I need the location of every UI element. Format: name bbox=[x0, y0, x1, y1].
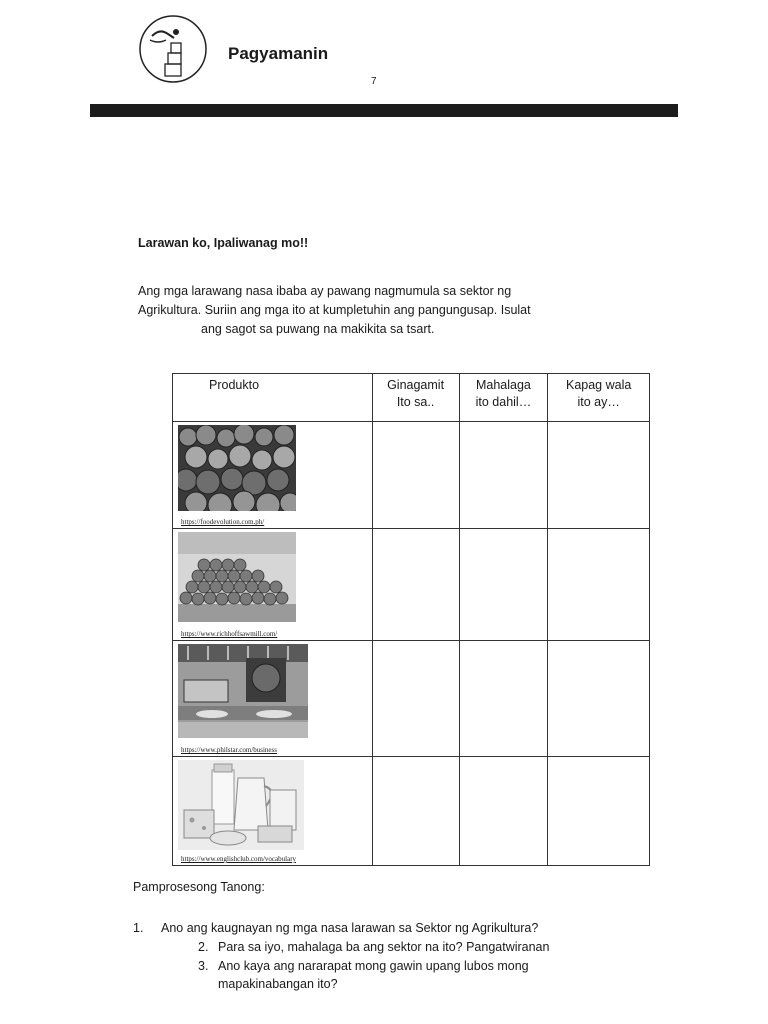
product-cell bbox=[173, 757, 373, 866]
answer-cell[interactable] bbox=[372, 757, 459, 866]
table-row bbox=[173, 757, 650, 866]
image-source-url[interactable]: https://foodevolution.com.ph/ bbox=[181, 518, 265, 526]
section-logo-icon bbox=[138, 14, 208, 84]
activity-title: Larawan ko, Ipaliwanag mo!! bbox=[138, 236, 309, 250]
header-ginagamit: Ginagamit Ito sa.. bbox=[372, 374, 459, 422]
image-source-url[interactable]: https://www.philstar.com/business bbox=[181, 746, 277, 754]
answer-cell[interactable] bbox=[372, 641, 459, 757]
question-item: 2. Para sa iyo, mahalaga ba ang sektor na ito? Pangatwiranan bbox=[198, 940, 550, 954]
header-kapag-wala: Kapag wala ito ay… bbox=[548, 374, 650, 422]
question-item: 1. Ano ang kaugnayan ng mga nasa larawan sa Sektor ng Agrikultura? bbox=[133, 921, 539, 935]
image-source-url[interactable]: https://www.richhoffsawmill.com/ bbox=[181, 630, 278, 638]
produce-photo bbox=[178, 425, 296, 511]
question-item: 3. Ano kaya ang nararapat mong gawin upang lubos mong bbox=[198, 959, 529, 973]
question-item-continuation: mapakinabangan ito? bbox=[218, 977, 338, 991]
header-mahalaga: Mahalaga ito dahil… bbox=[459, 374, 548, 422]
table-header-row bbox=[173, 374, 650, 422]
product-cell bbox=[173, 422, 373, 529]
answer-cell[interactable] bbox=[459, 757, 548, 866]
product-cell bbox=[173, 529, 373, 641]
table-row bbox=[173, 422, 650, 529]
header-produkto: Produkto bbox=[173, 374, 373, 422]
questions-heading: Pamprosesong Tanong: bbox=[133, 880, 265, 894]
dairy-photo bbox=[178, 760, 304, 850]
answer-cell[interactable] bbox=[548, 757, 650, 866]
activity-instructions bbox=[138, 282, 608, 339]
instruction-line: Agrikultura. Suriin ang mga ito at kumpletuhin ang pangungusap. Isulat bbox=[138, 303, 531, 317]
instruction-line: Ang mga larawang nasa ibaba ay pawang nagmumula sa sektor ng bbox=[138, 284, 512, 298]
product-cell bbox=[173, 641, 373, 757]
answer-cell[interactable] bbox=[459, 529, 548, 641]
answer-cell[interactable] bbox=[548, 422, 650, 529]
table-row bbox=[173, 529, 650, 641]
answer-cell[interactable] bbox=[459, 641, 548, 757]
answer-cell[interactable] bbox=[548, 641, 650, 757]
factory-photo bbox=[178, 644, 308, 738]
answer-cell[interactable] bbox=[548, 529, 650, 641]
answer-cell[interactable] bbox=[372, 529, 459, 641]
worksheet-table bbox=[172, 373, 650, 866]
image-source-url[interactable]: https://www.englishclub.com/vocabulary bbox=[181, 855, 297, 863]
header-divider-bar bbox=[90, 104, 678, 117]
instruction-line: ang sagot sa puwang na makikita sa tsart. bbox=[201, 322, 435, 336]
page-number: 7 bbox=[371, 76, 377, 87]
section-title: Pagyamanin bbox=[228, 44, 329, 63]
answer-cell[interactable] bbox=[459, 422, 548, 529]
table-row bbox=[173, 641, 650, 757]
answer-cell[interactable] bbox=[372, 422, 459, 529]
logs-photo bbox=[178, 532, 296, 622]
